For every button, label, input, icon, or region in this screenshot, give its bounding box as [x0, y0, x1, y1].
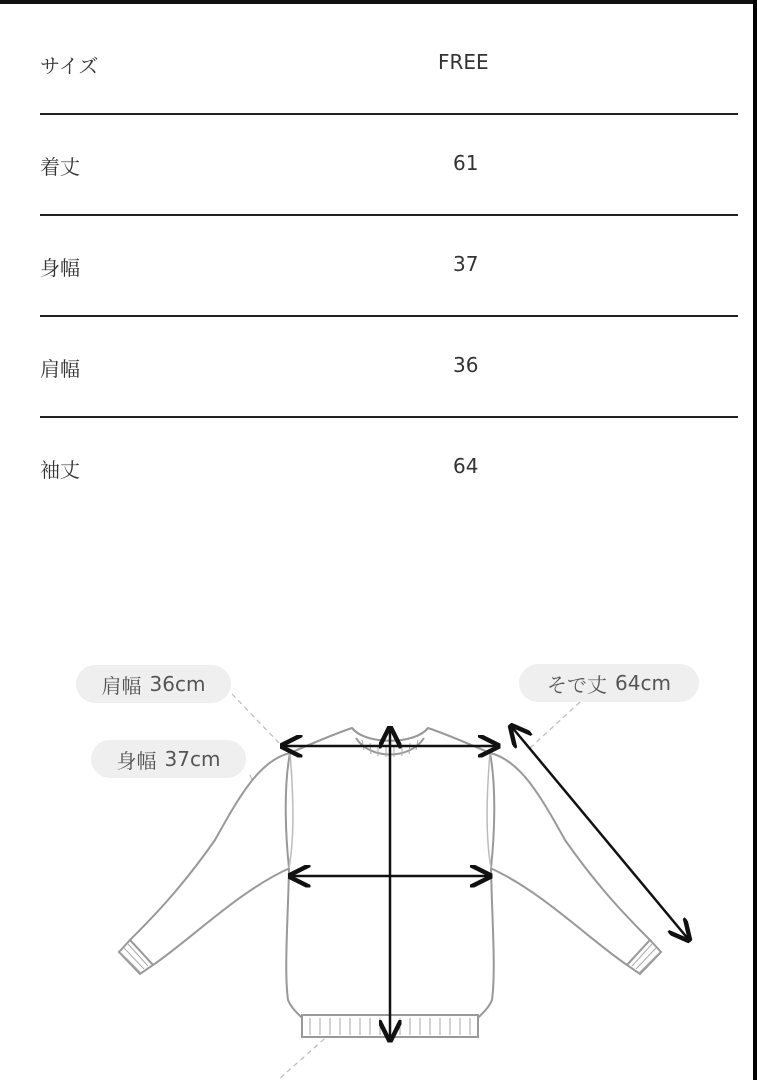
size-header-value: FREE [438, 50, 489, 74]
sleeve-length-label [519, 664, 699, 702]
row-value-length: 61 [453, 151, 479, 175]
sleeve-length-label-text: そで丈 [547, 672, 608, 697]
top-border [0, 0, 757, 4]
shoulder-width-label [76, 665, 231, 703]
chest-width-value: 37cm [164, 747, 221, 771]
row-value-chest: 37 [453, 252, 479, 276]
row-value-shoulder: 36 [453, 353, 479, 377]
table-row [40, 216, 738, 317]
sleeve-length-value: 64cm [615, 671, 671, 695]
chest-width-label-text: 身幅 [116, 748, 157, 773]
shoulder-width-value: 36cm [149, 672, 206, 696]
row-label-sleeve: 袖丈 [40, 458, 80, 482]
sleeve-leader-line [530, 702, 580, 748]
left-sleeve [130, 753, 290, 965]
right-sleeve [490, 753, 650, 965]
size-header-label: サイズ [40, 54, 99, 78]
size-table [40, 14, 738, 519]
table-row [40, 418, 738, 519]
table-row [40, 317, 738, 418]
row-value-sleeve: 64 [453, 454, 479, 478]
shoulder-leader-line [232, 694, 282, 746]
sweater-illustration [0, 560, 757, 1080]
chest-width-label [91, 740, 246, 778]
row-label-shoulder: 肩幅 [40, 357, 80, 381]
sweater-measurement-diagram [0, 560, 757, 1080]
table-row [40, 115, 738, 216]
row-label-length: 着丈 [40, 155, 80, 179]
shoulder-width-label-text: 肩幅 [101, 673, 142, 698]
table-header-row [40, 14, 738, 115]
row-label-chest: 身幅 [40, 256, 80, 280]
